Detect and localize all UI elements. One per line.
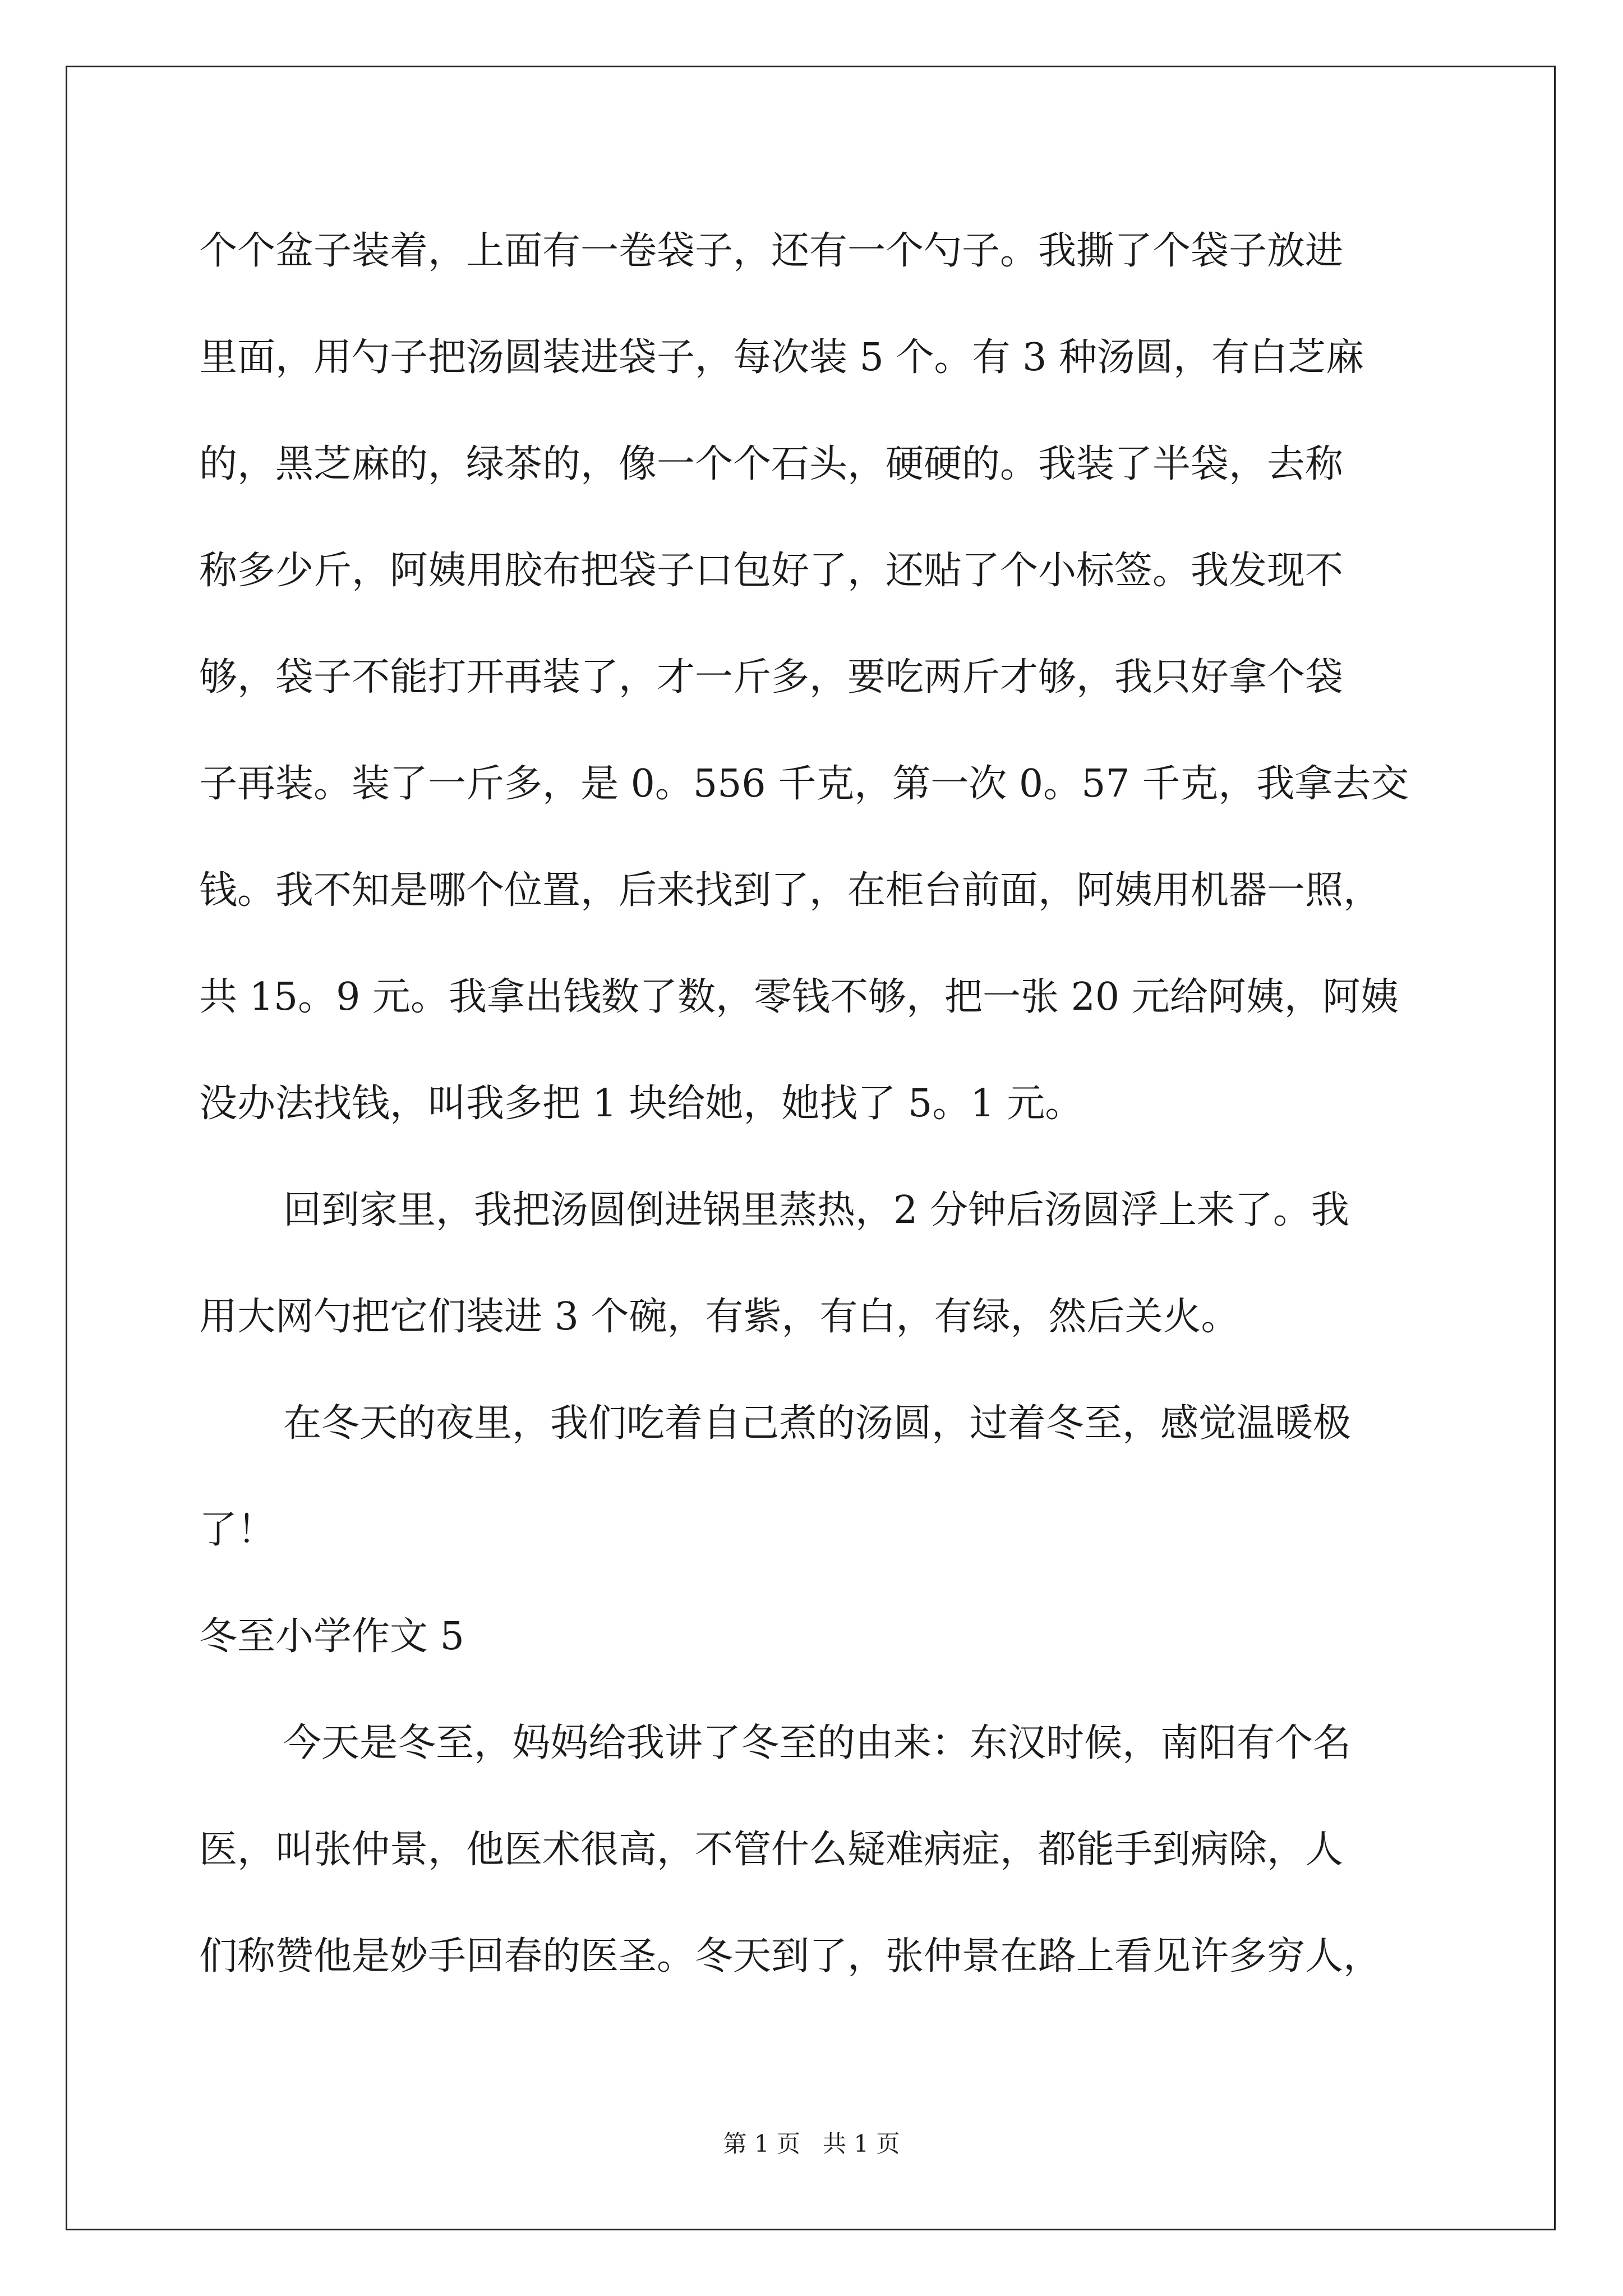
- text-line: 医，叫张仲景，他医术很高，不管什么疑难病症，都能手到病除，人: [199, 1828, 1344, 1872]
- paragraph-start-line: 今天是冬至，妈妈给我讲了冬至的由来：东汉时候，南阳有个名: [283, 1721, 1352, 1765]
- text-line: 子再装。装了一斤多，是 0。556 千克，第一次 0。57 千克，我拿去交: [199, 762, 1409, 806]
- text-line: 的，黑芝麻的，绿茶的，像一个个石头，硬硬的。我装了半袋，去称: [199, 442, 1344, 486]
- text-line: 共 15。9 元。我拿出钱数了数，零钱不够，把一张 20 元给阿姨，阿姨: [199, 975, 1399, 1019]
- text-line: 用大网勺把它们装进 3 个碗，有紫，有白，有绿，然后关火。: [199, 1295, 1239, 1339]
- paragraph-start-line: 在冬天的夜里，我们吃着自己煮的汤圆，过着冬至，感觉温暖极: [283, 1401, 1352, 1446]
- section-heading: 冬至小学作文 5: [199, 1614, 464, 1659]
- page-footer: 第 1 页 共 1 页: [723, 2130, 900, 2157]
- text-line: 个个盆子装着，上面有一卷袋子，还有一个勺子。我撕了个袋子放进: [199, 229, 1344, 273]
- text-line: 了！: [199, 1508, 276, 1552]
- text-line: 钱。我不知是哪个位置，后来找到了，在柜台前面，阿姨用机器一照，: [199, 868, 1382, 913]
- paragraph-start-line: 回到家里，我把汤圆倒进锅里蒸热，2 分钟后汤圆浮上来了。我: [283, 1188, 1349, 1232]
- text-line: 够，袋子不能打开再装了，才一斤多，要吃两斤才够，我只好拿个袋: [199, 655, 1344, 700]
- text-line: 们称赞他是妙手回春的医圣。冬天到了，张仲景在路上看见许多穷人，: [199, 1934, 1382, 1978]
- text-line: 里面，用勺子把汤圆装进袋子，每次装 5 个。有 3 种汤圆，有白芝麻: [199, 335, 1364, 380]
- text-line: 称多少斤，阿姨用胶布把袋子口包好了，还贴了个小标签。我发现不: [199, 549, 1344, 593]
- text-line: 没办法找钱，叫我多把 1 块给她，她找了 5。1 元。: [199, 1082, 1083, 1126]
